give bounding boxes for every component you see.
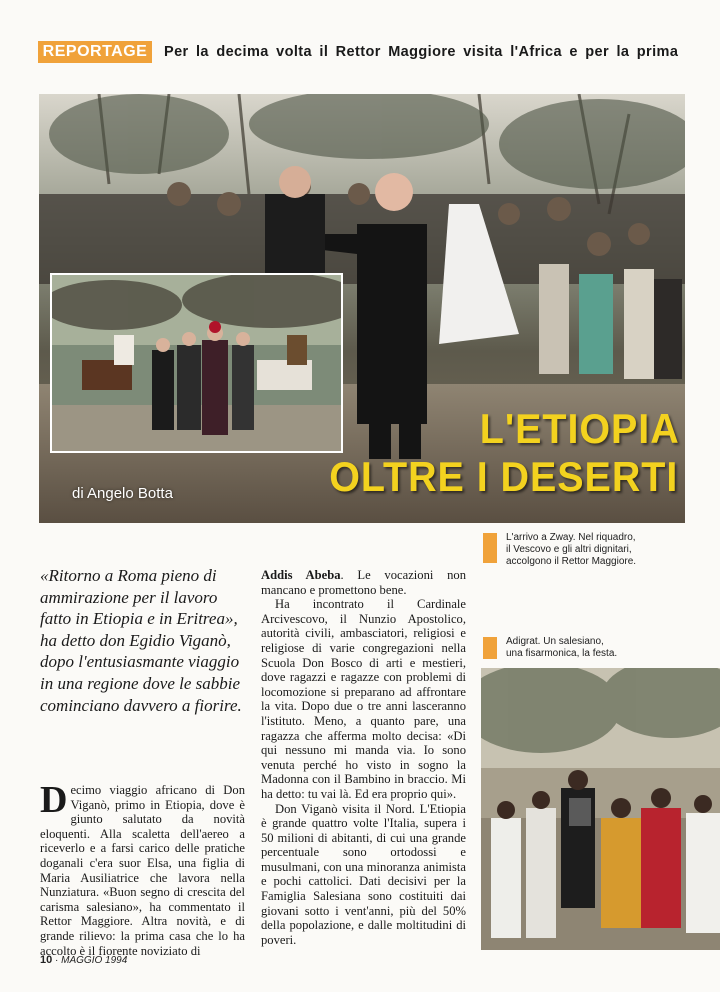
caption-marker [483,637,497,659]
caption-line: L'arrivo a Zway. Nel riquadro, [506,532,636,543]
paragraph: Don Viganò visita il Nord. L'Etiopia è grande quattro volte l'Italia, supera i 50 milioni di abitanti, di cui una grande percentuale sono ortodossi e musulmani, con una minoranza animista e pochi cattolici. Dati decisivi per la Famiglia Salesiana sono costituiti dai giovani sotto i vent'anni, più del 50% della popolazione, e dalle moltitudini di poveri. [261,801,466,947]
footer-separator: · [55,955,62,966]
section-tag: REPORTAGE [38,41,152,63]
side-photo-scene [481,668,720,950]
page-footer [40,954,127,966]
magazine-issue: MAGGIO 1994 [61,955,128,966]
paragraph [261,568,466,597]
side-photo-caption [506,636,720,660]
place-name: Addis Abeba [261,568,341,582]
author-byline: di Angelo Botta [72,485,173,502]
body-column-2 [261,568,466,947]
caption-line: il Vescovo e gli altri dignitari, [506,544,632,555]
inset-photo [50,273,343,453]
article-title-line1: L'ETIOPIA [480,405,680,452]
caption-line: una fisarmonica, la festa. [506,648,618,659]
article-title-line2: OLTRE I DESERTI [329,453,678,500]
intro-standfirst: «Ritorno a Roma pieno di ammirazione per il lavoro fatto in Etiopia e in Eritrea», ha detto don Egidio Viganò, dopo l'entusiasmante viaggio in una regione dove le sabbie cominciano davvero a fiorire. [40,566,242,715]
caption-marker [483,533,497,563]
caption-line: accolgono il Rettor Maggiore. [506,556,637,567]
page-number: 10 [40,954,53,966]
drop-cap: D [40,779,68,821]
paragraph [40,779,245,958]
paragraph-text: ecimo viaggio africano di Don Viganò, primo in Etiopia, dove è giunto salutato da novità eloquenti. Alla scaletta dell'aereo a riceverlo e a farsi carico delle pratiche doganali c'era suor Elsa, una figlia di Maria Ausiliatrice che lavora nella Nunziatura. «Buon segno di crescita del carisma salesiano», ha commentato il Rettor Maggiore. Altra novità, e di grande rilievo: la prima casa che lo ha accolto è il fiorente noviziato di [40,783,245,958]
main-photo-caption [506,532,720,568]
headline: Per la decima volta il Rettor Maggiore visita l'Africa e per la prima [164,44,679,60]
caption-line: Adigrat. Un salesiano, [506,636,604,647]
side-photo [481,668,720,950]
paragraph-text: . Le vocazioni non mancano e promettono bene. [261,568,466,597]
body-column-1 [40,779,245,958]
paragraph: Ha incontrato il Cardinale Arcivescovo, il Nunzio Apostolico, autorità civili, ambasciatori, religiosi e religiose di varie congregazioni nella Scuola Don Bosco di arti e mestieri, dove ragazzi e ragazze con problemi di locomozione si preparano ad affrontare la vita. Dopo due o tre anni lasceranno l'istituto. Meno, a quanto pare, una ragazza che afferma molto decisa: «Di qui nessuno mi manda via. Io sono venuta perché ho visto in sogno la Madonna con il Bambino in braccio. Mi ha detto: tu vai là. Ed era proprio qui». [261,597,466,801]
inset-photo-scene [52,275,341,451]
